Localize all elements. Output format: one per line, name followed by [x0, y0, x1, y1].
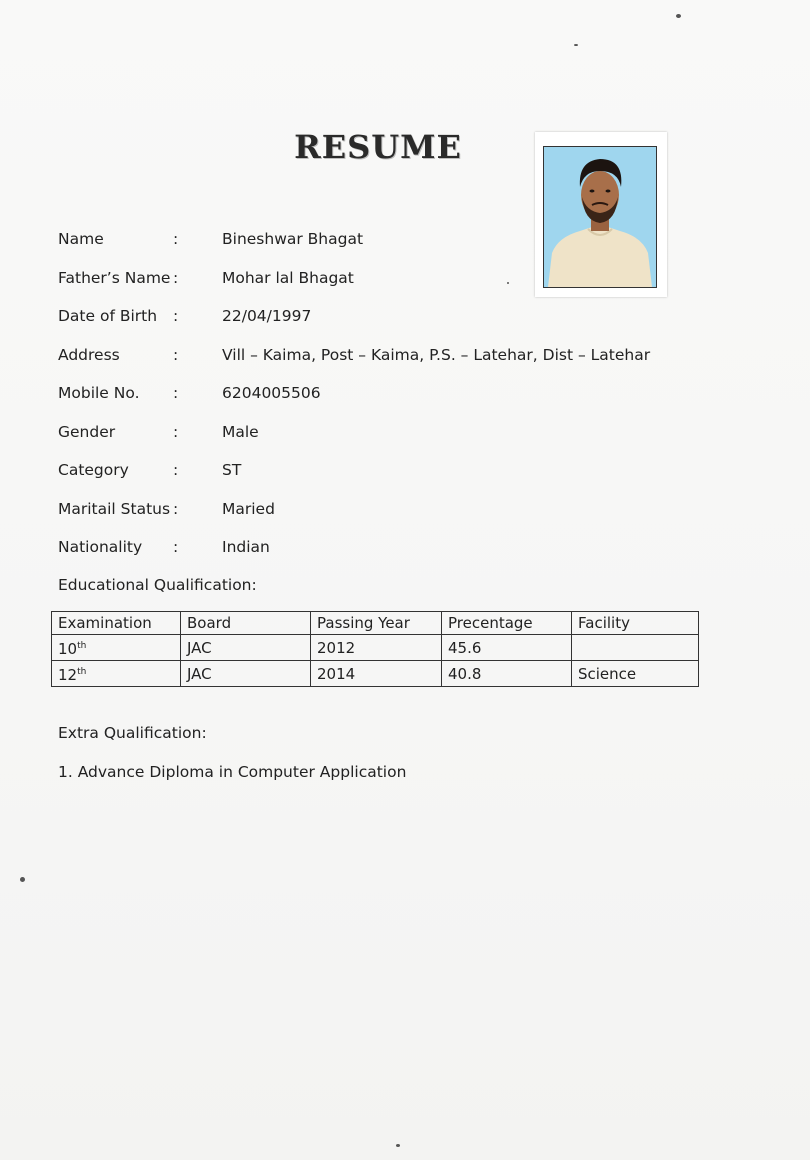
- field-colon: :: [173, 384, 179, 402]
- field-value: Mohar lal Bhagat: [222, 268, 354, 287]
- table-cell-exam: 10th: [52, 635, 181, 661]
- field-colon: :: [173, 307, 179, 325]
- field-label: Nationality: [58, 538, 143, 556]
- field-name: [58, 226, 758, 265]
- table-cell-facility: [572, 635, 699, 661]
- field-marital-status: [58, 496, 758, 535]
- scan-speck: [507, 282, 509, 284]
- field-label: Mobile No.: [58, 384, 140, 402]
- field-value: Vill – Kaima, Post – Kaima, P.S. – Latehar, Dist – Latehar: [222, 345, 651, 364]
- education-heading: Educational Qualification:: [58, 576, 257, 594]
- table-cell-exam: 12th: [52, 661, 181, 687]
- field-value: 22/04/1997: [222, 307, 312, 325]
- field-gender: [58, 419, 758, 458]
- field-value: Bineshwar Bhagat: [222, 230, 364, 248]
- field-colon: :: [173, 461, 179, 479]
- field-label: Father’s Name: [58, 268, 171, 287]
- table-header-cell: Board: [181, 612, 311, 635]
- field-colon: :: [173, 345, 179, 364]
- field-value: ST: [222, 461, 242, 479]
- extra-qualification-heading: Extra Qualification:: [58, 724, 207, 742]
- field-label: Category: [58, 461, 129, 479]
- field-address: [58, 342, 758, 381]
- page-title: RESUME: [294, 128, 462, 166]
- extra-qualification-item: 1. Advance Diploma in Computer Application: [58, 763, 407, 781]
- field-fathers-name: [58, 265, 758, 304]
- scan-speck: [396, 1144, 400, 1147]
- table-cell-percentage: 40.8: [442, 661, 572, 687]
- field-value: Male: [222, 422, 259, 441]
- table-cell-board: JAC: [181, 635, 311, 661]
- personal-details: [58, 226, 758, 573]
- field-mobile: [58, 380, 758, 419]
- table-header-row: [52, 612, 699, 635]
- table-header-cell: Facility: [572, 612, 699, 635]
- scan-speck: [676, 14, 681, 18]
- field-colon: :: [173, 538, 179, 556]
- table-cell-year: 2014: [311, 661, 442, 687]
- field-label: Maritail Status: [58, 499, 171, 518]
- field-label: Gender: [58, 422, 116, 441]
- scan-speck: [574, 44, 578, 46]
- field-label: Address: [58, 345, 120, 364]
- field-label: Date of Birth: [58, 307, 158, 325]
- field-label: Name: [58, 230, 104, 248]
- table-row: [52, 661, 699, 687]
- table-header-cell: Examination: [52, 612, 181, 635]
- table-row: [52, 635, 699, 661]
- field-colon: :: [173, 268, 179, 287]
- table-cell-year: 2012: [311, 635, 442, 661]
- field-colon: :: [173, 422, 179, 441]
- field-colon: :: [173, 499, 179, 518]
- field-value: Maried: [222, 499, 275, 518]
- table-header-cell: Precentage: [442, 612, 572, 635]
- table-cell-percentage: 45.6: [442, 635, 572, 661]
- education-table: [51, 611, 699, 687]
- scan-speck: [20, 877, 25, 882]
- field-nationality: [58, 534, 758, 573]
- table-header-cell: Passing Year: [311, 612, 442, 635]
- field-value: 6204005506: [222, 384, 321, 402]
- field-value: Indian: [222, 538, 270, 556]
- table-cell-board: JAC: [181, 661, 311, 687]
- field-date-of-birth: [58, 303, 758, 342]
- field-colon: :: [173, 230, 179, 248]
- field-category: [58, 457, 758, 496]
- table-cell-facility: Science: [572, 661, 699, 687]
